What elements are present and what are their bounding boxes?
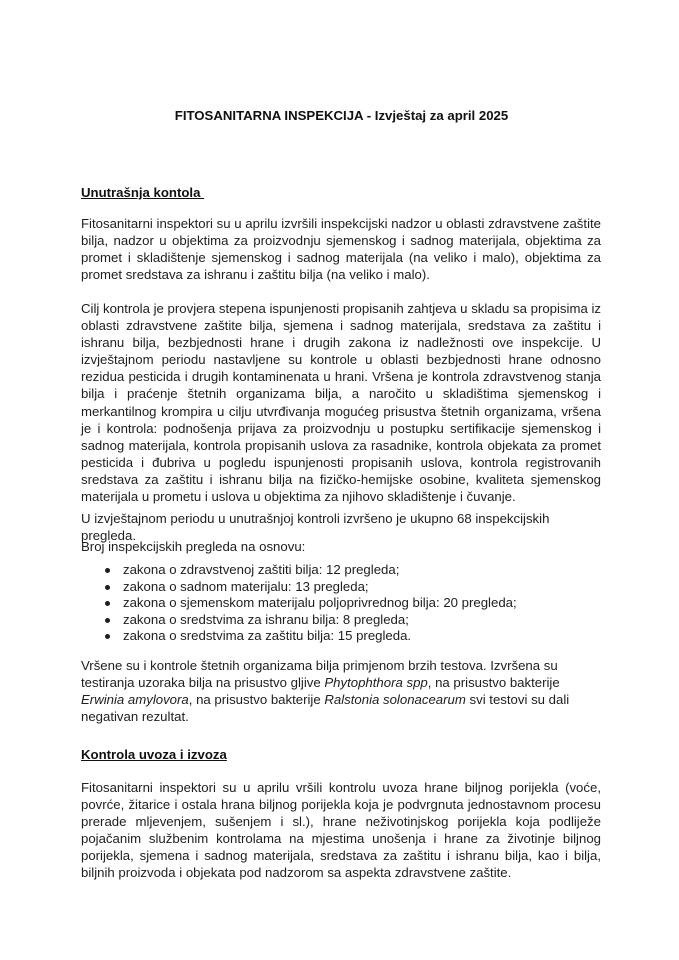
inspections-by-law-list xyxy=(81,562,517,645)
list-item: zakona o sredstvima za ishranu bilja: 8 pregleda; xyxy=(81,612,517,629)
bullet-icon xyxy=(105,568,110,573)
bullet-icon xyxy=(105,585,110,590)
bullet-icon xyxy=(105,601,110,606)
section-heading-internal-control: Unutrašnja kontola xyxy=(81,185,205,200)
section-heading-import-export: Kontrola uvoza i izvoza xyxy=(81,747,227,762)
bullet-icon xyxy=(105,634,110,639)
paragraph-rapid-tests: Vršene su i kontrole štetnih organizama bilja primjenom brzih testova. Izvršena su testiranja uzoraka bilja na prisustvo gljive Phytophthora spp, na prisustvo bakterije Erwinia amylovora, na prisustvo bakterije Ralstonia solonacearum svi testovi su dali negativan rezultat. xyxy=(81,658,570,725)
organism-name: Ralstonia solonacearum xyxy=(324,692,466,708)
paragraph-inspections-basis: Broj inspekcijskih pregleda na osnovu: xyxy=(81,539,306,554)
bullet-icon xyxy=(105,618,110,623)
list-item: zakona o sadnom materijalu: 13 pregleda; xyxy=(81,579,517,596)
paragraph-internal-intro: Fitosanitarni inspektori su u aprilu izvršili inspekcijski nadzor u oblasti zdravstvene zaštite bilja, nadzor u objektima za proizvodnju sjemenskog i sadnog materijala, objektima za promet i skladištenje sjemenskog i sadnog materijala (na veliko i malo), objektima za promet sredstava za ishranu i zaštitu bilja (na veliko i malo). xyxy=(81,216,601,283)
organism-name: Erwinia amylovora xyxy=(81,692,189,708)
organism-name: Phytophthora spp xyxy=(324,675,428,691)
paragraph-total-inspections: U izvještajnom periodu u unutrašnjoj kontroli izvršeno je ukupno 68 inspekcijskih pregleda. xyxy=(81,511,550,544)
paragraph-control-goal: Cilj kontrola je provjera stepena ispunjenosti propisanih zahtjeva u skladu sa propisima iz oblasti zdravstvene zaštite bilja, sjemena i sadnog materijala, sredstava za zaštitu i ishranu bilja, bezbjednosti hrane i drugih zakona iz nadležnosti ove inspekcije. U izvještajnom periodu nastavljene su kontrole u oblasti bezbjednosti hrane odnosno rezidua pesticida i drugih kontaminenata u hrani. Vršena je kontrola zdravstvenog stanja bilja i praćenje štetnih organizama bilja, a naročito u skladištima sjemenskog i merkantilnog krompira u cilju utvrđivanja mogućeg prisustva štetnih organizama, vršena je i kontrola: podnošenja prijava za proizvodnju u postupku sertifikacije sjemenskog i sadnog materijala, kontrola propisanih uslova za rasadnike, kontrola objekata za promet pesticida i đubriva u pogledu ispunjenosti propisanih uslova, kontrola registrovanih sredstava za zaštitu i ishranu bilja na fizičko-hemijske osobine, kvaliteta sjemenskog materijala u prometu i uslova u objektima za njihovo skladištenje i čuvanje. xyxy=(81,301,601,505)
list-item: zakona o zdravstvenoj zaštiti bilja: 12 pregleda; xyxy=(81,562,517,579)
list-item: zakona o sredstvima za zaštitu bilja: 15 pregleda. xyxy=(81,628,517,645)
document-title: FITOSANITARNA INSPEKCIJA - Izvještaj za april 2025 xyxy=(174,108,509,123)
list-item: zakona o sjemenskom materijalu poljoprivrednog bilja: 20 pregleda; xyxy=(81,595,517,612)
paragraph-import-control: Fitosanitarni inspektori su u aprilu vršili kontrolu uvoza hrane biljnog porijekla (voće, povrće, žitarice i ostala hrana biljnog porijekla koja je podvrgnuta jednostavnom procesu prerade mljevenjem, sušenjem i sl.), hrane neživotinjskog porijekla koja podliježe pojačanim službenim kontrolama na mjestima unošenja i hrane za životinje biljnog porijekla, sjemena i sadnog materijala, sredstava za zaštitu i ishranu bilja, kao i bilja, biljnih proizvoda i objekata pod nadzorom sa aspekta zdravstvene zaštite. xyxy=(81,780,601,881)
